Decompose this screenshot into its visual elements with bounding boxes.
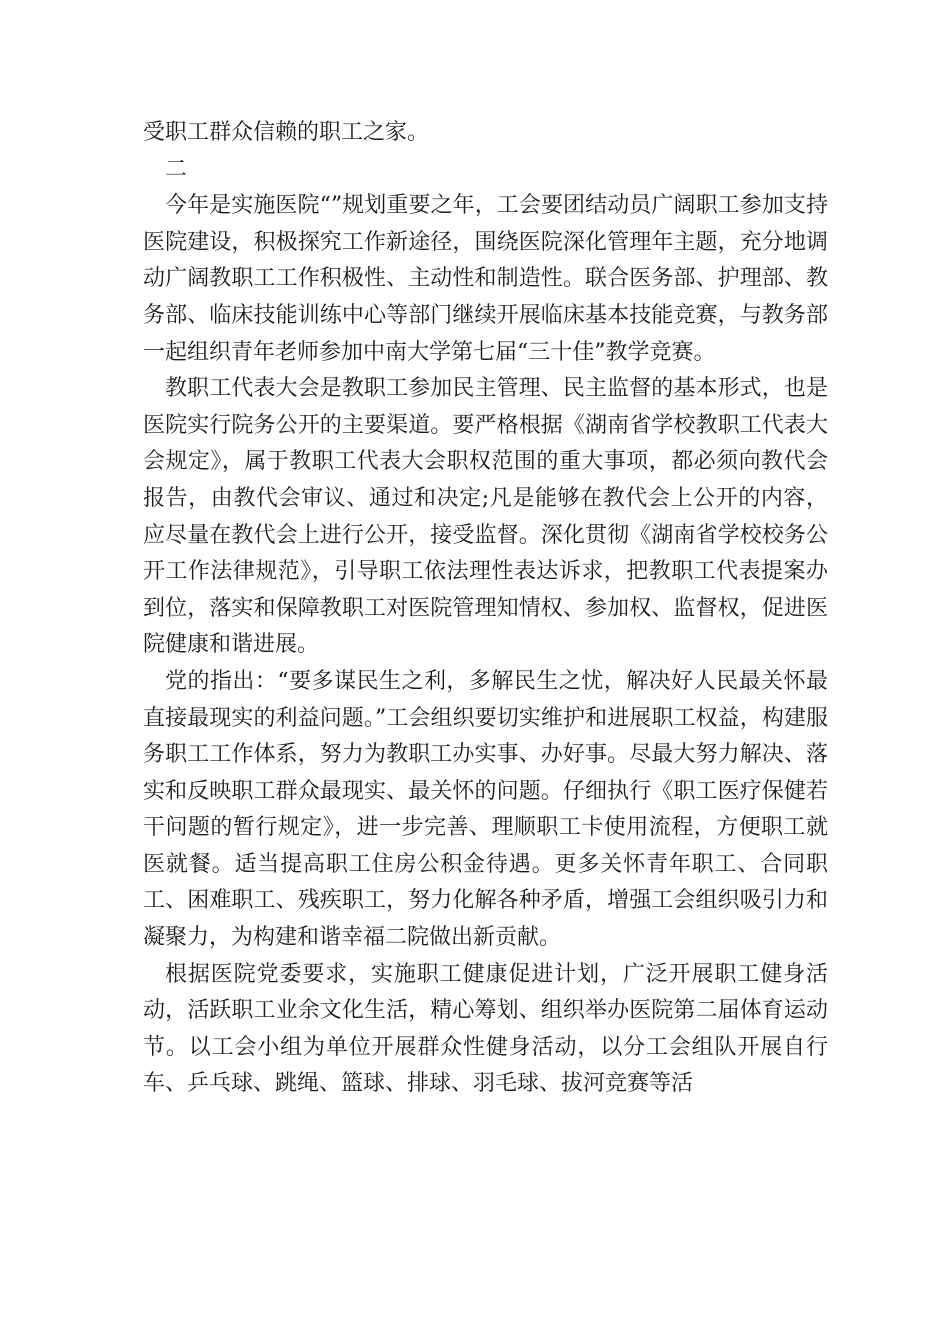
paragraph-continuation: 受职工群众信赖的职工之家。	[143, 120, 430, 145]
paragraph-staff-welfare: 党的指出：“要多谋民生之利，多解民生之忧，解决好人民最关怀最直接最现实的利益问题。”工会组织要切实维护和进展职工权益，构建服务职工工作体系，努力为教职工办实事、办好事。尽最大努力解决、落实和反映职工群众最现实、最关怀的问题。仔细执行《职工医疗保健若干问题的暂行规定》，进一步完善、理顺职工卡使用流程，方便职工就医就餐。适当提高职工住房公积金待遇。更多关怀青年职工、合同职工、困难职工、残疾职工，努力化解各种矛盾，增强工会组织吸引力和凝聚力，为构建和谐幸福二院做出新贡献。	[143, 668, 828, 951]
paragraph-staff-congress: 教职工代表大会是教职工参加民主管理、民主监督的基本形式，也是医院实行院务公开的主要渠道。要严格根据《湖南省学校教职工代表大会规定》，属于教职工代表大会职权范围的重大事项，都必须向教代会报告，由教代会审议、通过和决定;凡是能够在教代会上公开的内容，应尽量在教代会上进行公开，接受监督。深化贯彻《湖南省学校校务公开工作法律规范》，引导职工依法理性表达诉求，把教职工代表提案办到位，落实和保障教职工对医院管理知情权、参加权、监督权，促进医院健康和谐进展。	[143, 376, 828, 658]
paragraph-work-plan: 今年是实施医院“”规划重要之年，工会要团结动员广阔职工参加支持医院建设，积极探究工作新途径，围绕医院深化管理年主题，充分地调动广阔教职工工作积极性、主动性和制造性。联合医务部、护理部、教务部、临床技能训练中心等部门继续开展临床基本技能竞赛，与教务部一起组织青年老师参加中南大学第七届“三十佳”教学竞赛。	[143, 193, 828, 365]
paragraph-fitness: 根据医院党委要求，实施职工健康促进计划，广泛开展职工健身活动，活跃职工业余文化生活，精心筹划、组织举办医院第二届体育运动节。以工会小组为单位开展群众性健身活动，以分工会组队开展自行车、乒乓球、跳绳、篮球、排球、羽毛球、拔河竞赛等活	[143, 961, 828, 1097]
document-body	[143, 115, 828, 1103]
section-number: 二	[165, 156, 188, 182]
